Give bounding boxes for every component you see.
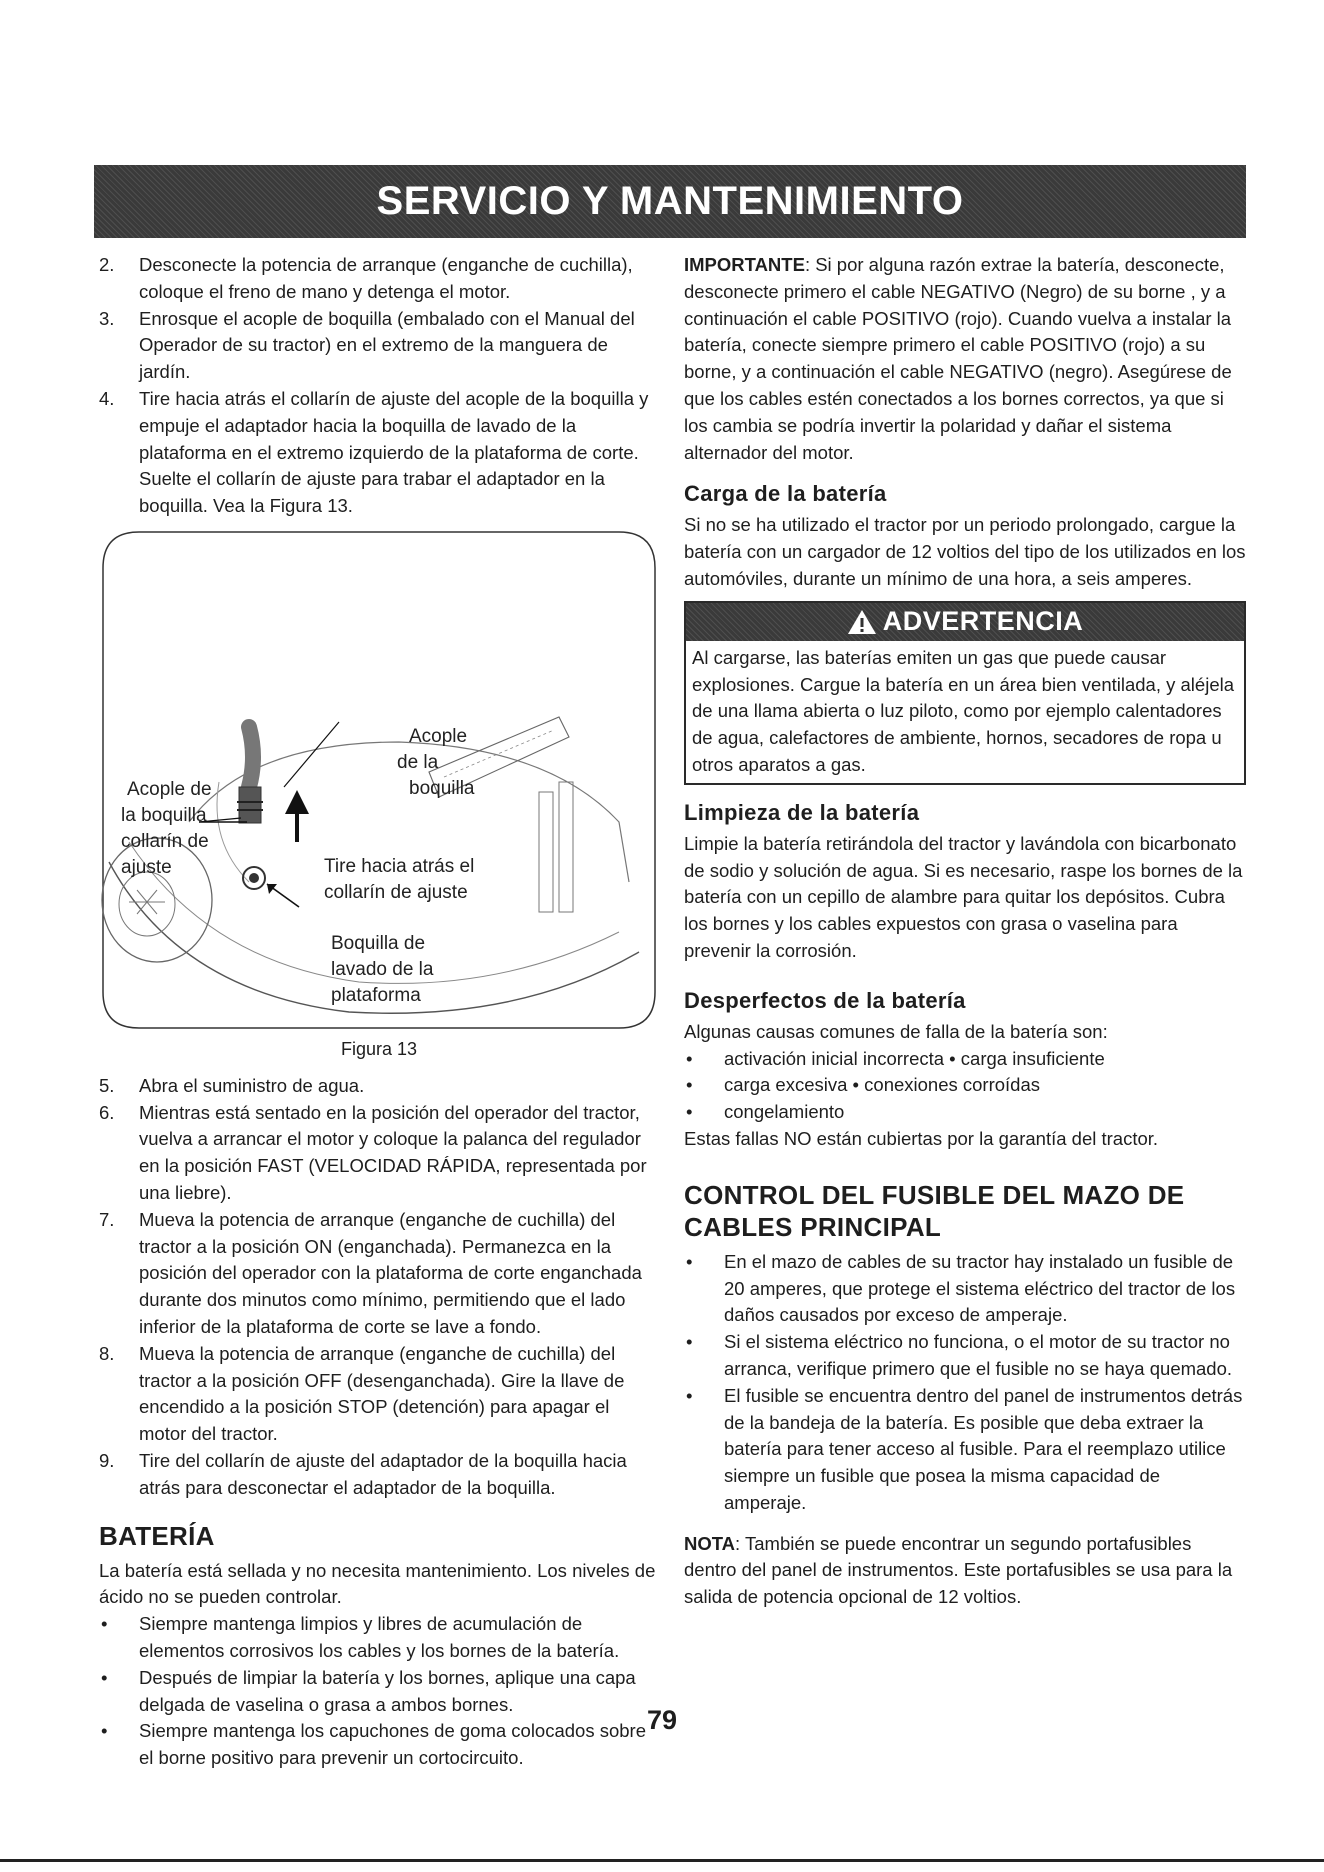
desperfectos-heading: Desperfectos de la batería (684, 987, 966, 1013)
step-number: 4. (99, 387, 115, 409)
limpieza-text: Limpie la batería retirándola del tractor y lavándola con bicarbonato de sodio y solución de agua. Si es necesario, raspe los bornes de la batería con un cepillo de alambre para quitar los depósitos. Cubra los bornes y los cables expuestos con grasa o vaselina para prevenir la corrosión. (684, 832, 1243, 961)
list-item: • Si el sistema eléctrico no funciona, o el motor de su tractor no arranca, verifique primero que el fusible no se haya quemado. (684, 1329, 1246, 1383)
step-text: Mueva la potencia de arranque (enganche de cuchilla) del tractor a la posición ON (enganchada). Permanezca en la posición del operador con la plataforma de corte enganchada durante dos minutos como mínimo, permitiendo que el lado inferior de la plataforma de corte se lave a fondo. (139, 1208, 642, 1337)
step-item (99, 252, 659, 306)
step-item (99, 1341, 659, 1448)
step-number: 9. (99, 1449, 115, 1471)
list-item: • Siempre mantenga limpios y libres de acumulación de elementos corrosivos los cables y los bornes de la batería. (99, 1611, 659, 1665)
list-item: • El fusible se encuentra dentro del panel de instrumentos detrás de la bandeja de la batería. Es posible que deba extraer la batería para tener acceso al fusible. Para el reemplazo utilice siempre un fusible que posea la misma capacidad de amperaje. (684, 1383, 1246, 1517)
label-collarin-de: collarín de (121, 830, 209, 852)
step-number: 2. (99, 254, 115, 275)
label-ajuste: ajuste (121, 856, 172, 878)
label-boquilla: boquilla (409, 777, 475, 799)
advertencia-text: Al cargarse, las baterías emiten un gas que puede causar explosiones. Cargue la batería en un área bien ventilada, y aléjela de una llama abierta o luz piloto, como por ejemplo calentadores de agua, calefactores de ambiente, hornos, secadores de ropa u otros aparatos a gas. (692, 646, 1235, 775)
section-title: SERVICIO Y MANTENIMIENTO (376, 179, 964, 223)
left-column (99, 252, 659, 1772)
desperfectos-intro: Algunas causas comunes de falla de la batería son: (684, 1020, 1108, 1042)
step-text: Mientras está sentado en la posición del operador del tractor, vuelva a arrancar el motor y coloque la palanca del regulador en la posición FAST (VELOCIDAD RÁPIDA, representada por una liebre). (139, 1101, 647, 1203)
bateria-bullet-list (99, 1611, 659, 1772)
list-item: • Después de limpiar la batería y los bornes, aplique una capa delgada de vaselina o grasa a ambos bornes. (99, 1665, 659, 1719)
step-item (99, 1207, 659, 1341)
bottom-rule (0, 1859, 1324, 1862)
figure-13-illustration (99, 522, 659, 1032)
advertencia-title: ADVERTENCIA (882, 606, 1084, 637)
list-item: • En el mazo de cables de su tractor hay instalado un fusible de 20 amperes, que protege el sistema eléctrico del tractor de los daños causados por exceso de amperaje. (684, 1249, 1246, 1329)
step-text: Tire del collarín de ajuste del adaptador de la boquilla hacia atrás para desconectar el adaptador de la boquilla. (139, 1449, 627, 1498)
step-number: 6. (99, 1101, 115, 1123)
label-tire-hacia-atras: Tire hacia atrás el (324, 855, 475, 877)
deck-wash-diagram (99, 522, 659, 1032)
importante-paragraph (684, 252, 1246, 466)
list-item: • Siempre mantenga los capuchones de goma colocados sobre el borne positivo para prevenir un cortocircuito. (99, 1718, 659, 1772)
step-item (99, 306, 659, 386)
importante-text: : Si por alguna razón extrae la batería, desconecte, desconecte primero el cable NEGATIVO (Negro) de su borne , y a continuación el cable POSITIVO (rojo). Cuando vuelva a instalar la batería, conecte siempre primero el cable POSITIVO (rojo) a su borne, y a continuación el cable NEGATIVO (negro). Asegúrese de que los cables estén conectados a los bornes correctos, ya que si los cambia se podría invertir la polaridad y dañar el sistema alternador del motor. (684, 254, 1232, 463)
step-text: Desconecte la potencia de arranque (enganche de cuchilla), coloque el freno de mano y detenga el motor. (139, 254, 633, 302)
step-text: Mueva la potencia de arranque (enganche de cuchilla) del tractor a la posición OFF (desenganchada). Gire la llave de encendido a la posición STOP (detención) para apagar el motor del tractor. (139, 1342, 625, 1445)
list-item: • congelamiento (684, 1099, 1246, 1126)
desperfectos-outro: Estas fallas NO están cubiertas por la garantía del tractor. (684, 1127, 1159, 1149)
label-acople: Acople (409, 725, 468, 747)
right-column (684, 252, 1246, 1611)
warning-triangle-icon (847, 609, 877, 635)
limpieza-heading: Limpieza de la batería (684, 799, 920, 825)
label-boquilla-de: Boquilla de (331, 932, 426, 954)
step-item (99, 386, 659, 520)
page-number: 79 (646, 1705, 678, 1735)
list-item: • carga excesiva • conexiones corroídas (684, 1072, 1246, 1099)
step-number: 7. (99, 1208, 115, 1230)
bateria-intro: La batería está sellada y no necesita mantenimiento. Los niveles de ácido no se pueden controlar. (99, 1559, 656, 1608)
section-header-banner (94, 165, 1246, 238)
step-text: Enrosque el acople de boquilla (embalado con el Manual del Operador de su tractor) en el extremo de la manguera de jardín. (139, 307, 635, 383)
step-text: Tire hacia atrás el collarín de ajuste del acople de la boquilla y empuje el adaptador hacia la boquilla de lavado de la plataforma en el extremo izquierdo de la plataforma de corte. Suelte el collarín de ajuste para trabar el adaptador en la boquilla. Vea la Figura 13. (139, 387, 649, 517)
label-collarin-ajuste: collarín de ajuste (324, 881, 468, 903)
nota-text: : También se puede encontrar un segundo portafusibles dentro del panel de instrumentos. Este portafusibles se usa para la salida de potencia opcional de 12 voltios. (684, 1532, 1233, 1608)
step-number: 5. (99, 1074, 115, 1096)
label-lavado-de-la: lavado de la (331, 958, 434, 980)
figure-caption: Figura 13 (340, 1038, 418, 1059)
label-la-boquilla: la boquilla (121, 804, 207, 826)
step-number: 8. (99, 1342, 115, 1364)
importante-label: IMPORTANTE (684, 254, 805, 275)
label-plataforma: plataforma (331, 984, 421, 1006)
desperfectos-bullet-list (684, 1046, 1246, 1126)
carga-text: Si no se ha utilizado el tractor por un periodo prolongado, cargue la batería con un cargador de 12 voltios del tipo de los utilizados en los automóviles, durante un mínimo de una hora, a seis amperes. (684, 514, 1246, 589)
step-number: 3. (99, 307, 115, 329)
nota-label: NOTA (684, 1532, 736, 1554)
advertencia-box (684, 601, 1246, 785)
label-acople-de: Acople de (127, 778, 212, 800)
step-item (99, 1100, 659, 1207)
control-heading: CONTROL DEL FUSIBLE DEL MAZO DE CABLES PRINCIPAL (684, 1179, 1185, 1242)
nota-paragraph (684, 1531, 1246, 1611)
step-text: Abra el suministro de agua. (139, 1074, 365, 1096)
carga-heading: Carga de la batería (684, 481, 887, 507)
label-de-la: de la (397, 751, 439, 773)
list-item: • activación inicial incorrecta • carga insuficiente (684, 1046, 1246, 1073)
step-item (99, 1448, 659, 1502)
advertencia-header (686, 603, 1244, 641)
step-item (99, 1073, 659, 1100)
control-bullet-list (684, 1249, 1246, 1517)
bateria-heading: BATERÍA (99, 1520, 215, 1551)
